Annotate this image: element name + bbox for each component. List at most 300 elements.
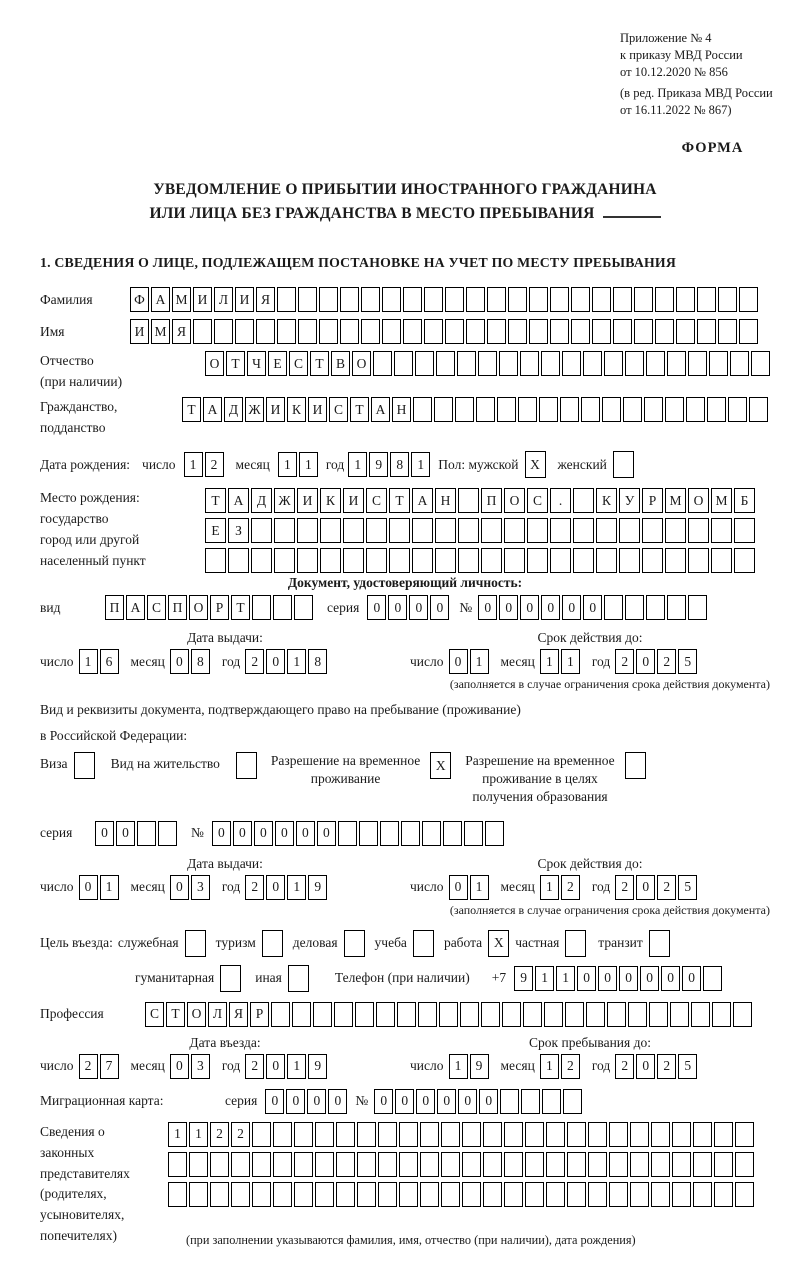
char-cell[interactable] <box>251 548 272 573</box>
char-cell[interactable]: 1 <box>556 966 575 991</box>
char-cell[interactable] <box>455 397 474 422</box>
char-cell[interactable] <box>357 1152 376 1177</box>
char-cell[interactable]: 2 <box>245 875 264 900</box>
char-cell[interactable] <box>294 1152 313 1177</box>
char-cell[interactable]: 0 <box>254 821 273 846</box>
char-cell[interactable]: . <box>550 488 571 513</box>
char-cell[interactable]: С <box>145 1002 164 1027</box>
char-cell[interactable] <box>711 548 732 573</box>
char-cell[interactable] <box>336 1122 355 1147</box>
char-cell[interactable]: 1 <box>540 649 559 674</box>
char-cell[interactable] <box>642 548 663 573</box>
char-cell[interactable] <box>735 1182 754 1207</box>
char-cell[interactable]: 0 <box>212 821 231 846</box>
char-cell[interactable] <box>504 1122 523 1147</box>
char-cell[interactable] <box>251 518 272 543</box>
char-cell[interactable] <box>500 1089 519 1114</box>
char-cell[interactable]: 0 <box>437 1089 456 1114</box>
char-cell[interactable] <box>592 319 611 344</box>
char-cell[interactable] <box>565 1002 584 1027</box>
char-cell[interactable] <box>588 1182 607 1207</box>
char-cell[interactable]: О <box>187 1002 206 1027</box>
char-cell[interactable] <box>676 287 695 312</box>
char-cell[interactable] <box>709 351 728 376</box>
char-cell[interactable] <box>236 752 257 779</box>
char-cell[interactable] <box>205 548 226 573</box>
char-cell[interactable] <box>693 1152 712 1177</box>
char-cell[interactable] <box>420 1152 439 1177</box>
char-cell[interactable] <box>376 1002 395 1027</box>
char-cell[interactable] <box>714 1122 733 1147</box>
char-cell[interactable] <box>550 548 571 573</box>
char-cell[interactable]: 6 <box>100 649 119 674</box>
char-cell[interactable]: 1 <box>278 452 297 477</box>
char-cell[interactable] <box>481 518 502 543</box>
char-cell[interactable] <box>730 351 749 376</box>
char-cell[interactable]: И <box>266 397 285 422</box>
char-cell[interactable] <box>693 1182 712 1207</box>
char-cell[interactable] <box>252 1152 271 1177</box>
char-cell[interactable]: 1 <box>561 649 580 674</box>
char-cell[interactable]: А <box>371 397 390 422</box>
char-cell[interactable] <box>560 397 579 422</box>
char-cell[interactable] <box>613 287 632 312</box>
char-cell[interactable] <box>315 1182 334 1207</box>
char-cell[interactable]: 2 <box>657 1054 676 1079</box>
char-cell[interactable] <box>550 518 571 543</box>
char-cell[interactable] <box>688 595 707 620</box>
char-cell[interactable] <box>443 821 462 846</box>
char-cell[interactable] <box>399 1152 418 1177</box>
char-cell[interactable]: С <box>329 397 348 422</box>
char-cell[interactable]: X <box>488 930 509 957</box>
char-cell[interactable] <box>688 548 709 573</box>
char-cell[interactable]: 9 <box>308 875 327 900</box>
char-cell[interactable] <box>315 1122 334 1147</box>
char-cell[interactable] <box>380 821 399 846</box>
char-cell[interactable] <box>231 1182 250 1207</box>
char-cell[interactable] <box>504 1152 523 1177</box>
char-cell[interactable]: С <box>527 488 548 513</box>
char-cell[interactable]: Н <box>392 397 411 422</box>
char-cell[interactable] <box>271 1002 290 1027</box>
char-cell[interactable]: У <box>619 488 640 513</box>
char-cell[interactable]: Я <box>229 1002 248 1027</box>
char-cell[interactable] <box>714 1182 733 1207</box>
char-cell[interactable]: 0 <box>479 1089 498 1114</box>
char-cell[interactable] <box>508 319 527 344</box>
char-cell[interactable] <box>185 930 206 957</box>
char-cell[interactable] <box>646 351 665 376</box>
char-cell[interactable] <box>189 1152 208 1177</box>
char-cell[interactable] <box>420 1182 439 1207</box>
char-cell[interactable]: 0 <box>286 1089 305 1114</box>
char-cell[interactable] <box>210 1182 229 1207</box>
char-cell[interactable] <box>630 1182 649 1207</box>
char-cell[interactable]: 9 <box>514 966 533 991</box>
char-cell[interactable] <box>607 1002 626 1027</box>
char-cell[interactable] <box>707 397 726 422</box>
char-cell[interactable]: Ч <box>247 351 266 376</box>
char-cell[interactable] <box>697 287 716 312</box>
char-cell[interactable]: 3 <box>191 875 210 900</box>
char-cell[interactable]: 0 <box>374 1089 393 1114</box>
char-cell[interactable] <box>441 1122 460 1147</box>
char-cell[interactable] <box>294 1122 313 1147</box>
char-cell[interactable]: 0 <box>636 1054 655 1079</box>
char-cell[interactable]: 0 <box>275 821 294 846</box>
char-cell[interactable] <box>338 821 357 846</box>
char-cell[interactable] <box>319 319 338 344</box>
char-cell[interactable] <box>619 518 640 543</box>
char-cell[interactable] <box>613 451 634 478</box>
char-cell[interactable] <box>550 319 569 344</box>
char-cell[interactable] <box>672 1182 691 1207</box>
char-cell[interactable] <box>541 351 560 376</box>
char-cell[interactable] <box>592 287 611 312</box>
char-cell[interactable] <box>588 1122 607 1147</box>
char-cell[interactable] <box>435 548 456 573</box>
char-cell[interactable] <box>711 518 732 543</box>
char-cell[interactable]: 0 <box>449 875 468 900</box>
char-cell[interactable] <box>609 1122 628 1147</box>
char-cell[interactable]: Т <box>166 1002 185 1027</box>
char-cell[interactable]: Р <box>210 595 229 620</box>
char-cell[interactable] <box>274 518 295 543</box>
char-cell[interactable] <box>508 287 527 312</box>
char-cell[interactable]: 0 <box>458 1089 477 1114</box>
char-cell[interactable] <box>697 319 716 344</box>
char-cell[interactable] <box>382 287 401 312</box>
char-cell[interactable]: 0 <box>619 966 638 991</box>
char-cell[interactable]: Л <box>214 287 233 312</box>
char-cell[interactable]: С <box>147 595 166 620</box>
char-cell[interactable] <box>274 548 295 573</box>
char-cell[interactable] <box>210 1152 229 1177</box>
char-cell[interactable] <box>378 1152 397 1177</box>
char-cell[interactable] <box>651 1122 670 1147</box>
char-cell[interactable] <box>546 1122 565 1147</box>
char-cell[interactable]: 2 <box>657 875 676 900</box>
char-cell[interactable] <box>313 1002 332 1027</box>
char-cell[interactable]: 0 <box>265 1089 284 1114</box>
char-cell[interactable] <box>672 1152 691 1177</box>
char-cell[interactable]: 0 <box>541 595 560 620</box>
char-cell[interactable]: П <box>481 488 502 513</box>
char-cell[interactable]: Ф <box>130 287 149 312</box>
char-cell[interactable] <box>667 595 686 620</box>
char-cell[interactable] <box>567 1182 586 1207</box>
char-cell[interactable]: 0 <box>328 1089 347 1114</box>
char-cell[interactable]: 1 <box>470 649 489 674</box>
char-cell[interactable] <box>231 1152 250 1177</box>
char-cell[interactable] <box>686 397 705 422</box>
char-cell[interactable]: 1 <box>168 1122 187 1147</box>
char-cell[interactable] <box>521 1089 540 1114</box>
char-cell[interactable]: 2 <box>245 1054 264 1079</box>
char-cell[interactable] <box>298 287 317 312</box>
char-cell[interactable]: 5 <box>678 875 697 900</box>
char-cell[interactable]: О <box>205 351 224 376</box>
char-cell[interactable] <box>546 1182 565 1207</box>
char-cell[interactable] <box>214 319 233 344</box>
char-cell[interactable] <box>714 1152 733 1177</box>
char-cell[interactable] <box>288 965 309 992</box>
char-cell[interactable] <box>357 1122 376 1147</box>
char-cell[interactable] <box>252 1182 271 1207</box>
char-cell[interactable] <box>420 1122 439 1147</box>
char-cell[interactable] <box>462 1122 481 1147</box>
char-cell[interactable] <box>691 1002 710 1027</box>
char-cell[interactable]: Б <box>734 488 755 513</box>
char-cell[interactable]: 1 <box>299 452 318 477</box>
char-cell[interactable] <box>520 351 539 376</box>
char-cell[interactable]: 9 <box>308 1054 327 1079</box>
char-cell[interactable] <box>712 1002 731 1027</box>
char-cell[interactable] <box>485 821 504 846</box>
char-cell[interactable] <box>655 287 674 312</box>
char-cell[interactable] <box>550 287 569 312</box>
char-cell[interactable]: Т <box>182 397 201 422</box>
char-cell[interactable] <box>604 595 623 620</box>
char-cell[interactable]: 0 <box>682 966 701 991</box>
char-cell[interactable]: 0 <box>636 875 655 900</box>
char-cell[interactable]: Р <box>250 1002 269 1027</box>
char-cell[interactable] <box>586 1002 605 1027</box>
char-cell[interactable]: 0 <box>449 649 468 674</box>
char-cell[interactable] <box>544 1002 563 1027</box>
char-cell[interactable]: Т <box>226 351 245 376</box>
char-cell[interactable]: И <box>308 397 327 422</box>
char-cell[interactable]: 0 <box>416 1089 435 1114</box>
char-cell[interactable] <box>651 1182 670 1207</box>
char-cell[interactable] <box>359 821 378 846</box>
char-cell[interactable] <box>466 319 485 344</box>
char-cell[interactable] <box>718 287 737 312</box>
char-cell[interactable] <box>734 518 755 543</box>
char-cell[interactable] <box>228 548 249 573</box>
char-cell[interactable] <box>571 287 590 312</box>
char-cell[interactable]: 2 <box>205 452 224 477</box>
char-cell[interactable]: 2 <box>561 1054 580 1079</box>
char-cell[interactable]: Д <box>251 488 272 513</box>
char-cell[interactable] <box>436 351 455 376</box>
char-cell[interactable] <box>158 821 177 846</box>
char-cell[interactable] <box>319 287 338 312</box>
char-cell[interactable] <box>344 930 365 957</box>
char-cell[interactable] <box>457 351 476 376</box>
char-cell[interactable] <box>596 518 617 543</box>
char-cell[interactable]: 8 <box>390 452 409 477</box>
char-cell[interactable] <box>735 1152 754 1177</box>
char-cell[interactable] <box>340 287 359 312</box>
char-cell[interactable]: М <box>665 488 686 513</box>
char-cell[interactable]: 1 <box>189 1122 208 1147</box>
char-cell[interactable] <box>74 752 95 779</box>
char-cell[interactable] <box>525 1182 544 1207</box>
char-cell[interactable] <box>634 319 653 344</box>
char-cell[interactable] <box>563 1089 582 1114</box>
char-cell[interactable] <box>703 966 722 991</box>
char-cell[interactable] <box>604 351 623 376</box>
char-cell[interactable] <box>567 1152 586 1177</box>
char-cell[interactable]: Т <box>350 397 369 422</box>
char-cell[interactable]: 0 <box>409 595 428 620</box>
char-cell[interactable] <box>613 319 632 344</box>
char-cell[interactable] <box>609 1182 628 1207</box>
char-cell[interactable]: 0 <box>79 875 98 900</box>
char-cell[interactable]: В <box>331 351 350 376</box>
char-cell[interactable] <box>458 488 479 513</box>
char-cell[interactable] <box>646 595 665 620</box>
char-cell[interactable]: 7 <box>100 1054 119 1079</box>
char-cell[interactable] <box>567 1122 586 1147</box>
char-cell[interactable] <box>277 287 296 312</box>
char-cell[interactable]: Т <box>205 488 226 513</box>
char-cell[interactable]: П <box>168 595 187 620</box>
char-cell[interactable] <box>693 1122 712 1147</box>
char-cell[interactable]: 2 <box>561 875 580 900</box>
char-cell[interactable]: С <box>366 488 387 513</box>
char-cell[interactable] <box>609 1152 628 1177</box>
char-cell[interactable] <box>464 821 483 846</box>
char-cell[interactable]: М <box>711 488 732 513</box>
char-cell[interactable]: 1 <box>540 875 559 900</box>
char-cell[interactable]: 1 <box>287 649 306 674</box>
char-cell[interactable] <box>445 319 464 344</box>
char-cell[interactable] <box>403 319 422 344</box>
char-cell[interactable] <box>630 1122 649 1147</box>
char-cell[interactable]: 2 <box>615 1054 634 1079</box>
char-cell[interactable]: 5 <box>678 649 697 674</box>
char-cell[interactable]: 2 <box>245 649 264 674</box>
char-cell[interactable]: 9 <box>470 1054 489 1079</box>
char-cell[interactable] <box>676 319 695 344</box>
char-cell[interactable]: 0 <box>233 821 252 846</box>
char-cell[interactable] <box>441 1152 460 1177</box>
char-cell[interactable] <box>499 351 518 376</box>
char-cell[interactable]: 1 <box>184 452 203 477</box>
char-cell[interactable] <box>435 518 456 543</box>
char-cell[interactable] <box>252 1122 271 1147</box>
char-cell[interactable] <box>334 1002 353 1027</box>
char-cell[interactable]: М <box>172 287 191 312</box>
char-cell[interactable]: Я <box>172 319 191 344</box>
char-cell[interactable] <box>735 1122 754 1147</box>
char-cell[interactable] <box>168 1182 187 1207</box>
char-cell[interactable]: 0 <box>640 966 659 991</box>
char-cell[interactable] <box>728 397 747 422</box>
char-cell[interactable] <box>688 351 707 376</box>
char-cell[interactable] <box>418 1002 437 1027</box>
char-cell[interactable] <box>649 1002 668 1027</box>
char-cell[interactable]: З <box>228 518 249 543</box>
char-cell[interactable]: 0 <box>499 595 518 620</box>
char-cell[interactable] <box>483 1152 502 1177</box>
char-cell[interactable] <box>394 351 413 376</box>
char-cell[interactable] <box>320 518 341 543</box>
char-cell[interactable] <box>412 518 433 543</box>
char-cell[interactable]: 0 <box>636 649 655 674</box>
char-cell[interactable] <box>361 287 380 312</box>
char-cell[interactable]: А <box>228 488 249 513</box>
char-cell[interactable] <box>527 518 548 543</box>
char-cell[interactable] <box>504 1182 523 1207</box>
char-cell[interactable]: И <box>235 287 254 312</box>
char-cell[interactable] <box>739 319 758 344</box>
char-cell[interactable]: 1 <box>411 452 430 477</box>
char-cell[interactable]: А <box>412 488 433 513</box>
char-cell[interactable]: 0 <box>661 966 680 991</box>
char-cell[interactable] <box>422 821 441 846</box>
char-cell[interactable] <box>525 1122 544 1147</box>
char-cell[interactable] <box>399 1122 418 1147</box>
char-cell[interactable] <box>252 595 271 620</box>
char-cell[interactable]: М <box>151 319 170 344</box>
char-cell[interactable] <box>441 1182 460 1207</box>
char-cell[interactable]: 2 <box>79 1054 98 1079</box>
char-cell[interactable]: 0 <box>317 821 336 846</box>
char-cell[interactable] <box>399 1182 418 1207</box>
char-cell[interactable] <box>445 287 464 312</box>
char-cell[interactable] <box>628 1002 647 1027</box>
char-cell[interactable] <box>483 1182 502 1207</box>
char-cell[interactable] <box>413 930 434 957</box>
char-cell[interactable] <box>734 548 755 573</box>
char-cell[interactable] <box>403 287 422 312</box>
char-cell[interactable]: Ж <box>274 488 295 513</box>
char-cell[interactable] <box>642 518 663 543</box>
char-cell[interactable]: К <box>596 488 617 513</box>
char-cell[interactable]: О <box>352 351 371 376</box>
char-cell[interactable] <box>596 548 617 573</box>
char-cell[interactable]: 0 <box>266 1054 285 1079</box>
char-cell[interactable] <box>315 1152 334 1177</box>
char-cell[interactable]: О <box>189 595 208 620</box>
char-cell[interactable]: К <box>320 488 341 513</box>
char-cell[interactable]: 1 <box>535 966 554 991</box>
char-cell[interactable]: 0 <box>388 595 407 620</box>
char-cell[interactable] <box>277 319 296 344</box>
char-cell[interactable]: 9 <box>369 452 388 477</box>
char-cell[interactable] <box>625 351 644 376</box>
char-cell[interactable]: 0 <box>296 821 315 846</box>
char-cell[interactable]: И <box>130 319 149 344</box>
char-cell[interactable] <box>625 752 646 779</box>
char-cell[interactable] <box>672 1122 691 1147</box>
char-cell[interactable] <box>168 1152 187 1177</box>
char-cell[interactable]: 8 <box>308 649 327 674</box>
char-cell[interactable] <box>256 319 275 344</box>
char-cell[interactable] <box>378 1182 397 1207</box>
char-cell[interactable]: Т <box>310 351 329 376</box>
char-cell[interactable]: 0 <box>170 1054 189 1079</box>
char-cell[interactable] <box>424 287 443 312</box>
char-cell[interactable]: 0 <box>307 1089 326 1114</box>
char-cell[interactable] <box>458 548 479 573</box>
char-cell[interactable] <box>573 518 594 543</box>
char-cell[interactable] <box>355 1002 374 1027</box>
char-cell[interactable]: 0 <box>116 821 135 846</box>
char-cell[interactable] <box>401 821 420 846</box>
char-cell[interactable] <box>297 518 318 543</box>
char-cell[interactable] <box>137 821 156 846</box>
char-cell[interactable] <box>462 1182 481 1207</box>
char-cell[interactable] <box>343 548 364 573</box>
char-cell[interactable]: К <box>287 397 306 422</box>
char-cell[interactable] <box>571 319 590 344</box>
char-cell[interactable] <box>292 1002 311 1027</box>
